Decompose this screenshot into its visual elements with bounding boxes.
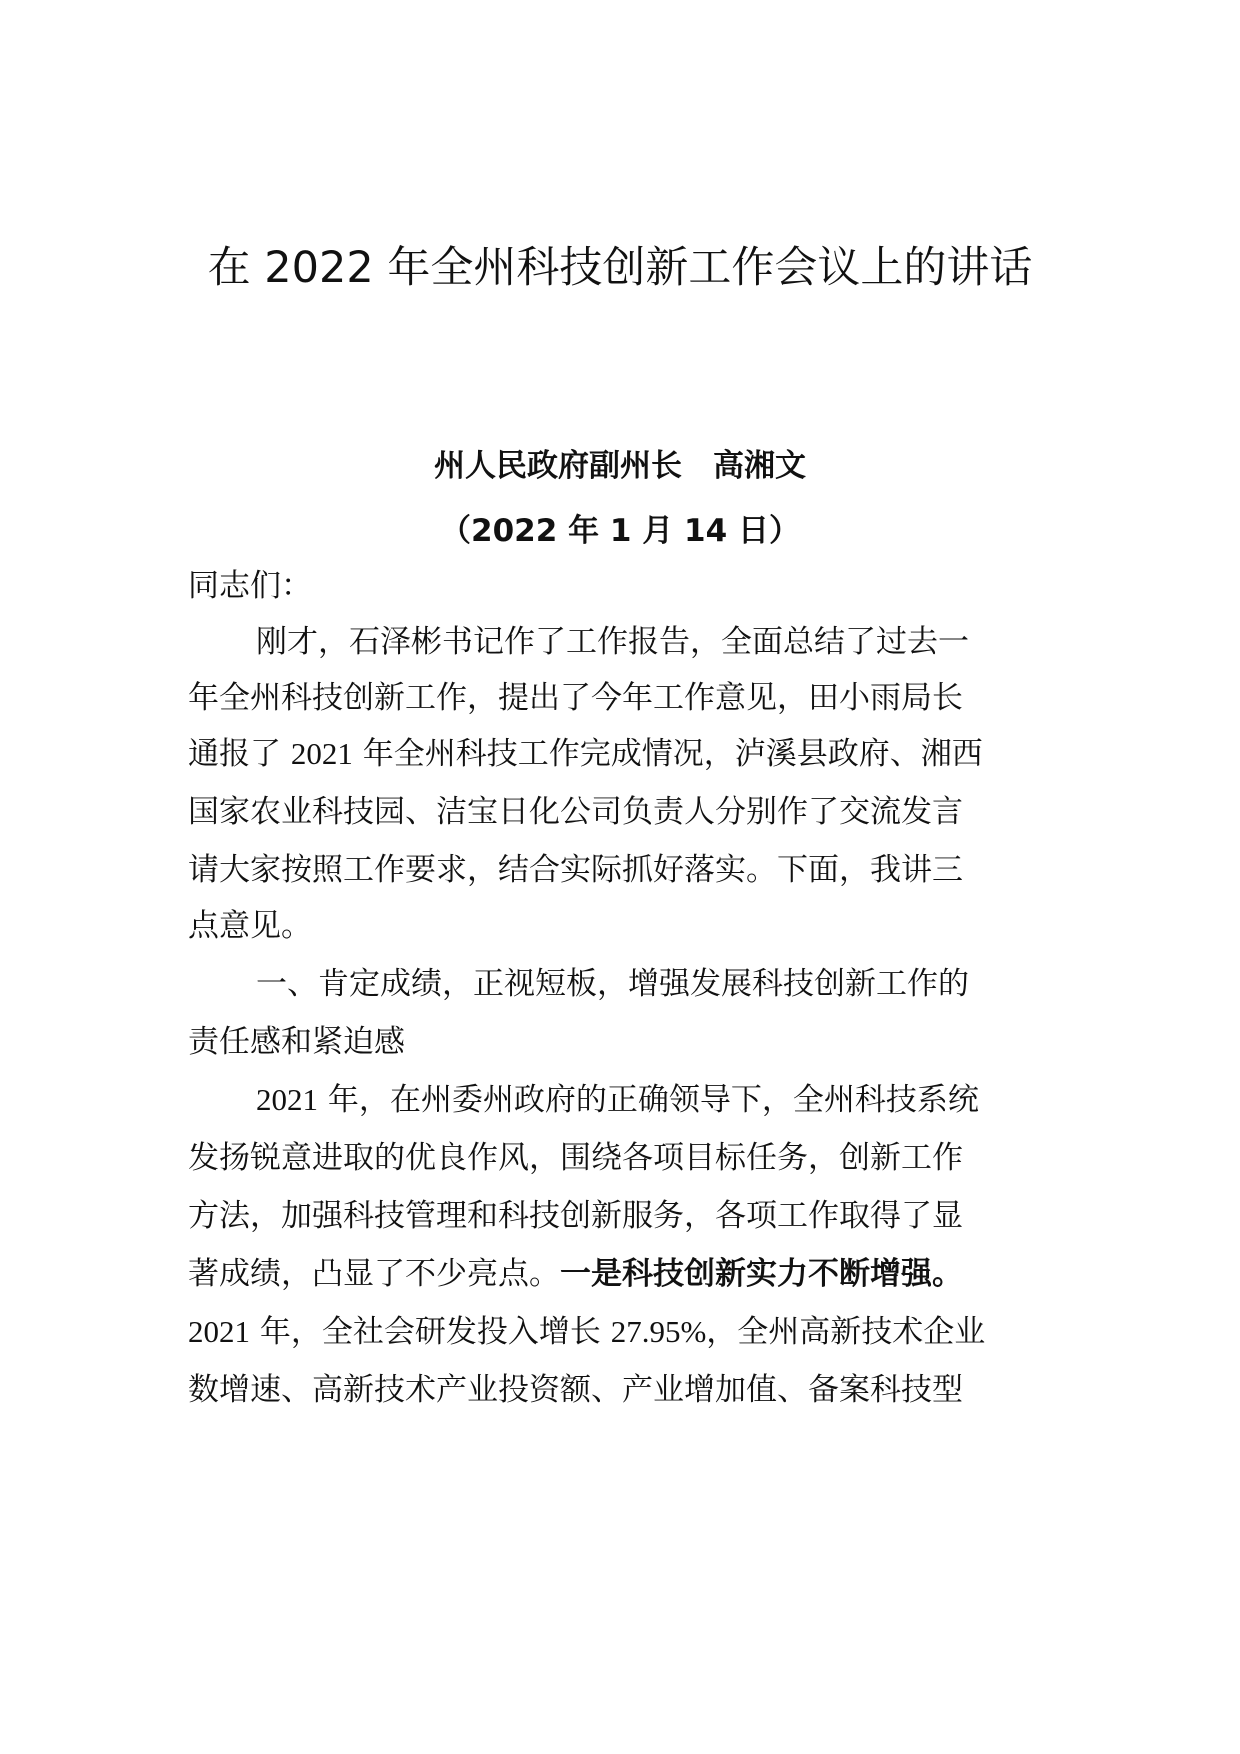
year-number: 2021: [188, 1314, 250, 1349]
speech-date: （2022 年 1 月 14 日）: [440, 513, 800, 549]
section-heading: 一、肯定成绩，正视短板，增强发展科技创新工作的: [256, 966, 969, 1002]
year-number: 2021: [256, 1082, 318, 1117]
paragraph-line: 请大家按照工作要求，结合实际抓好落实。下面，我讲三: [188, 852, 963, 888]
text-run: 年全州科技工作完成情况，泸溪县政府、湘西: [352, 736, 983, 772]
paragraph-line: 发扬锐意进取的优良作风，围绕各项目标任务，创新工作: [188, 1140, 963, 1176]
page-title: 在 2022 年全州科技创新工作会议上的讲话: [207, 243, 1033, 293]
percentage-value: 27.95%: [610, 1314, 707, 1349]
paragraph-line: [188, 734, 983, 774]
paragraph-line: [256, 1080, 979, 1120]
text-run: ，全州高新技术企业: [706, 1314, 986, 1350]
paragraph-line: [188, 1254, 963, 1294]
author-line: 州人民政府副州长 高湘文: [434, 448, 806, 484]
text-run: 年，在州委州政府的正确领导下，全州科技系统: [318, 1082, 979, 1118]
paragraph-line: [188, 1312, 985, 1352]
section-heading: 责任感和紧迫感: [188, 1024, 405, 1060]
emphasis-text: 一是科技创新实力不断增强。: [560, 1256, 963, 1292]
paragraph-line: 国家农业科技园、洁宝日化公司负责人分别作了交流发言: [188, 794, 963, 830]
text-run: 著成绩，凸显了不少亮点。: [188, 1256, 560, 1292]
paragraph-line: 方法，加强科技管理和科技创新服务，各项工作取得了显: [188, 1198, 963, 1234]
paragraph-line: 数增速、高新技术产业投资额、产业增加值、备案科技型: [188, 1372, 963, 1408]
paragraph-line: 年全州科技创新工作，提出了今年工作意见，田小雨局长: [188, 680, 963, 716]
paragraph-line: 点意见。: [188, 908, 312, 944]
paragraph-line: 刚才，石泽彬书记作了工作报告，全面总结了过去一: [256, 624, 969, 660]
text-run: 通报了: [188, 736, 291, 772]
year-number: 2021: [290, 736, 353, 771]
salutation: 同志们：: [188, 568, 312, 604]
text-run: 年，全社会研发投入增长: [250, 1314, 611, 1350]
